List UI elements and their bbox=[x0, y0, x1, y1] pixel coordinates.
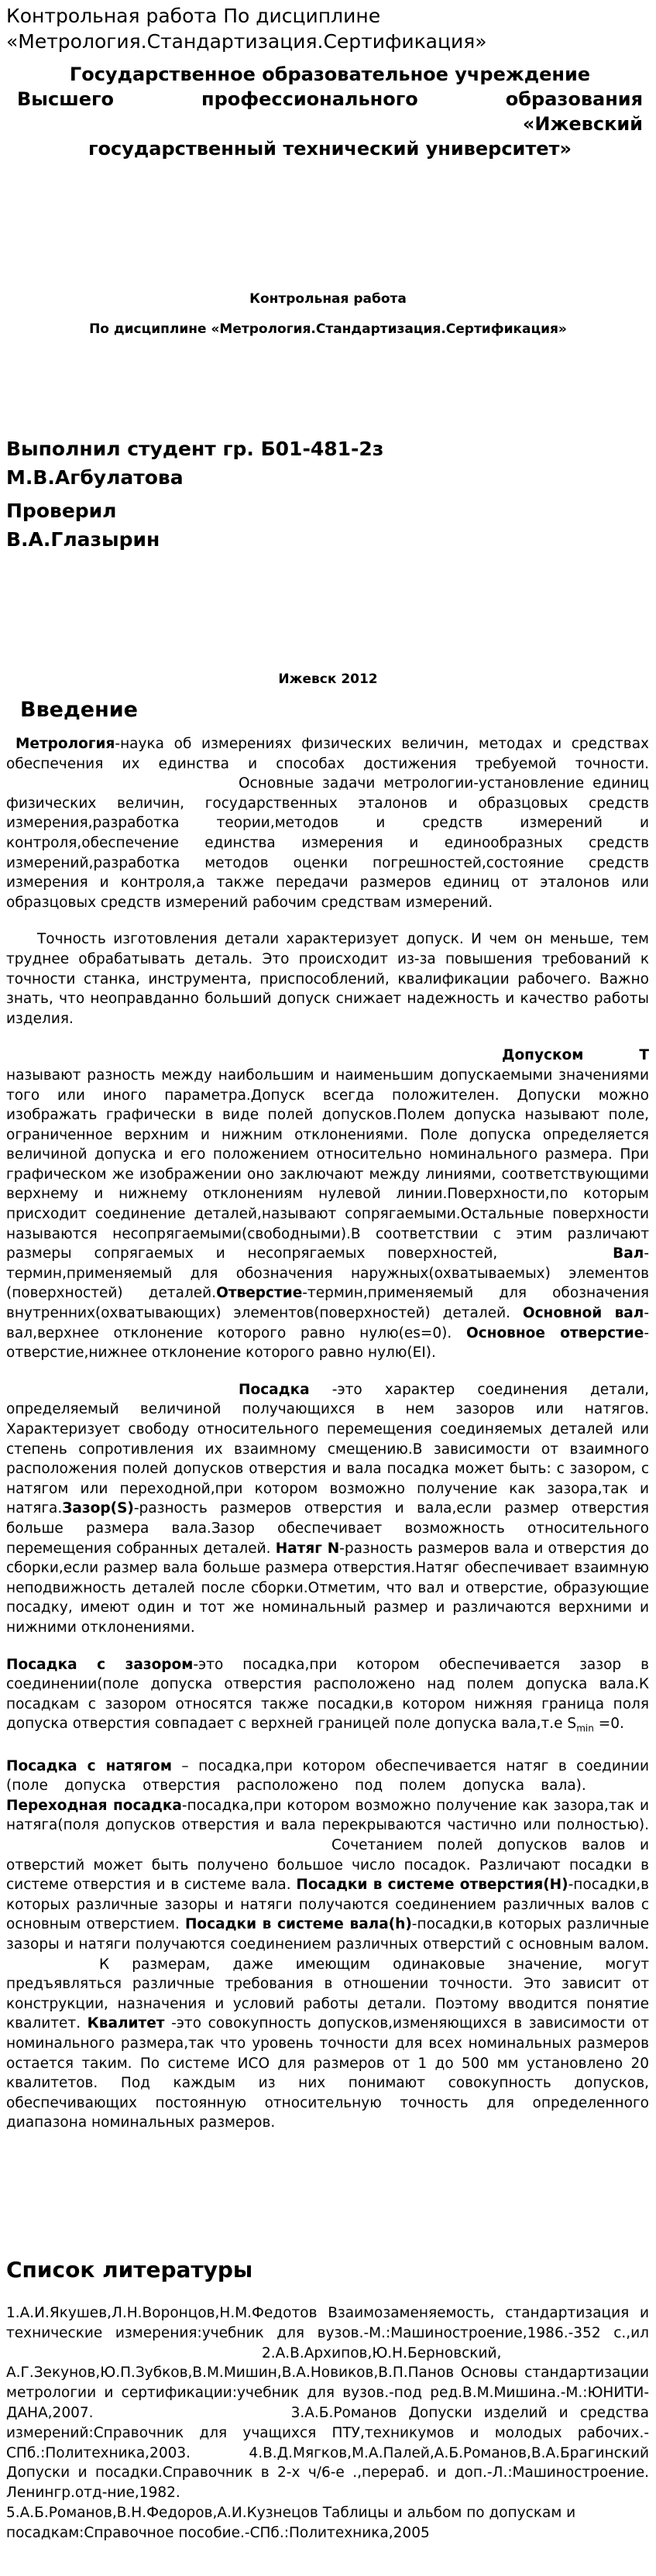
institution-line-3: «Ижевский bbox=[522, 113, 643, 135]
work-title: Контрольная работа bbox=[249, 291, 407, 307]
literature-item-5: 5.А.Б.Романов,В.Н.Федоров,А.И.Кузнецов Таблицы и альбом по допускам и посадкам:Справочное пособие.-СПб.:Политехника,2005 bbox=[6, 2504, 576, 2541]
term-shaft-system: Посадки в системе вала(h) bbox=[184, 1916, 412, 1933]
document-title-line-1: Контрольная работа По дисциплине bbox=[6, 5, 381, 27]
basic-shaft-text: -вал,верхнее отклонение которого равно нулю(es=0). bbox=[6, 1305, 650, 1341]
document-title bbox=[6, 3, 487, 54]
literature-items bbox=[6, 2303, 649, 2503]
intro-body bbox=[6, 734, 649, 2133]
interference-text: -разность размеров вала и отверстия до сборки,если размер вала больше размера отверстия.Натяг обеспечивает взаимную неподвижность деталей после сборки.Отметим, что вал и отверстие, образующие посадку, имеют один и тот же номинальный размер и различаются верхними и нижними отклонениями. bbox=[6, 1540, 649, 1636]
term-clearance: Зазор(S) bbox=[62, 1500, 134, 1517]
institution-line-2 bbox=[17, 87, 643, 112]
basic-hole-text: -отверстие,нижнее отклонение которого равно нулю(EI). bbox=[6, 1324, 650, 1362]
fit-combination-text: Сочетанием полей допусков валов и отверстий может быть получено большое число посадок. Различают посадки в системе отверстия и в системе вала. bbox=[6, 1836, 649, 1894]
metrology-definition: -наука об измерениях физических величин, методах и средствах обеспечения их единства и способах достижения требуемой точности. bbox=[6, 736, 649, 772]
term-metrology: Метрология bbox=[15, 736, 115, 752]
shaft-text: -термин,применяемый для обозначения наружных(охватываемых) элементов (поверхностей) деталей. bbox=[6, 1245, 649, 1302]
paragraph-tolerance bbox=[6, 1046, 649, 1363]
institution-line-2a: Высшего bbox=[17, 88, 115, 110]
literature-list bbox=[6, 2303, 649, 2543]
term-hole-system: Посадки в системе отверстия(H) bbox=[296, 1877, 568, 1894]
clearance-fit-end: =0. bbox=[593, 1716, 624, 1733]
term-basic-hole: Основное отверстие bbox=[465, 1324, 644, 1341]
hole-text: -термин,применяемый для обозначения внутренних(охватывающих) элементов(поверхностей) деталей. bbox=[6, 1285, 649, 1322]
author-name: М.В.Агбулатова bbox=[6, 466, 184, 489]
term-clearance-fit: Посадка с зазором bbox=[6, 1656, 194, 1673]
term-grade: Квалитет bbox=[87, 2015, 165, 2032]
institution-line-1: Государственное образовательное учреждение bbox=[69, 64, 591, 85]
interference-fit-text: – посадка,при котором обеспечивается натяг в соединии (поле допуска отверстия расположено под полем допуска вала). bbox=[6, 1757, 650, 1795]
checked-label: Проверил bbox=[6, 500, 117, 522]
author-line: Выполнил студент гр. Б01-481-2з bbox=[6, 438, 384, 460]
term-fit: Посадка bbox=[239, 1381, 310, 1398]
literature-heading: Список литературы bbox=[6, 2257, 253, 2282]
term-tolerance: Допуском T bbox=[502, 1047, 649, 1064]
shaft-system-text: -посадки,в которых различные зазоры и натяги получаются соединением различных отверстий с основным валом. bbox=[6, 1916, 649, 1953]
clearance-fit-text: -это посадка,при котором обеспечивается зазор в соединении(поле допуска отверстия расположено над полем допуска вала.К посадкам с зазором относятся также посадки,в котором нижняя граница поля допуска отверстия совпадает с верхней границей поле допуска вала,т.е S bbox=[6, 1656, 649, 1733]
institution-line-4: государственный технический университет» bbox=[88, 138, 572, 160]
paragraph-metrology bbox=[6, 734, 649, 912]
literature-item-2: 2.А.В.Архипов,Ю.Н.Берновский, А.Г.Зекунов,Ю.П.Зубков,В.М.Мишин,В.А.Новиков,В.П.Панов Основы стандартизации метрологии и сертификации:учебник для вузов.-под ред.В.М.Мишина.-М.:ЮНИТИ-ДАНА,2007. bbox=[6, 2344, 649, 2421]
document-title-line-2: «Метрология.Стандартизация.Сертификация» bbox=[6, 30, 487, 53]
term-hole: Отверстие bbox=[216, 1285, 303, 1302]
term-interference-fit: Посадка с натягом bbox=[6, 1757, 172, 1774]
tolerance-text: называют разность между наибольшим и наименьшим допускаемыми значениями того или иного параметра.Допуск всегда положителен. Допуски можно изображать графически в виде полей допусков.Полем допуска называют поле, ограниченное верхним и нижним отклонениями. Поле допуска определяется величиной допуска и его положением относительно номинального размера. При графическом же изображении оно заключают между линиями, соответствующими верхнему и нижнему отклонениям нулевой линии.Поверхности,по которым присходит соединение деталей,называют сопрягаемыми.Остальные поверхности называются несопрягаемыми(свободными).В соответствии с этим различают размеры сопрягаемых и несопрягаемых поверхностей, bbox=[6, 1066, 649, 1262]
fit-text: -это характер соединения детали, определяемый величиной получающихся в нем зазоров или натягов. Характеризует свободу относительного перемещения соединяемых деталей или степень сопротивления их взаимному смещению.В зависимости от взаимного расположения полей допусков отверстия и вала посадка может быть: с зазором, с натягом или переходной,при котором возможно получение как зазора,так и натяга. bbox=[6, 1381, 649, 1517]
clearance-fit-subscript: min bbox=[576, 1723, 594, 1734]
checker-name: В.А.Глазырин bbox=[6, 528, 160, 551]
transition-fit-text: -посадка,при котором возможно получение как зазора,так и натяга(поля допусков отверстия и вала перекрываются частично или полностью). bbox=[6, 1797, 649, 1834]
paragraph-precision bbox=[6, 929, 649, 1029]
literature-item-1: 1.А.И.Якушев,Л.Н.Воронцов,Н.М.Федотов Взаимозаменяемость, стандартизация и технические измерения:учебник для вузов.-М.:Машиностроение,1986.-352 с.,ил bbox=[6, 2305, 649, 2341]
term-transition-fit: Переходная посадка bbox=[6, 1797, 182, 1814]
literature-item-5-line bbox=[6, 2503, 649, 2543]
term-basic-shaft: Основной вал bbox=[522, 1305, 644, 1322]
paragraph-interference-fit bbox=[6, 1757, 649, 2133]
metrology-tasks: Основные задачи метрологии-установление единиц физических величин, государственных эталонов и образцовых средств измерения,разработка теории,методов и средств измерений и контроля,обеспечение единства измерения и единообразных средств измерений,разработка методов оценки погрешностей,состояние средств измерения и контроля,а также передачи размеров единиц от эталонов или образцовых средств измерений рабочим средствам измерений. bbox=[6, 775, 649, 911]
precision-text: Точность изготовления детали характеризует допуск. И чем он меньше, тем труднее обрабатывать деталь. Это происходит из-за повышения требований к точности станка, инструмента, приспособлений, квалификации рабочего. Важно знать, что неоправданно больший допуск снижает надежность и качество работы изделия. bbox=[6, 931, 649, 1027]
clearance-text: -разность размеров отверстия и вала,если размер отверстия больше размера вала.Зазор обеспечивает возможность относительного перемещения собранных деталей. bbox=[6, 1500, 649, 1557]
grade-text: -это совокупность допусков,изменяющихся в зависимости от номинального размера,так что уровень точности для всех номинальных размеров остается таким. По системе ИСО для размеров от 1 до 500 мм установлено 20 квалитетов. Под каждым из них понимают совокупность допусков, обеспечивающих постоянную относительную точность для определенного диапазона номинальных размеров. bbox=[6, 2015, 649, 2131]
hole-system-text: -посадки,в которых различные зазоры и натяги получаются соединением различных валов с основным отверстием. bbox=[6, 1877, 649, 1933]
city-year: Ижевск 2012 bbox=[278, 671, 378, 687]
literature-item-4: 4.В.Д.Мягков,М.А.Палей,А.Б.Романов,В.А.Брагинский Допуски и посадки.Справочник в 2-х ч/6-е .,перераб. и доп.-Л.:Машиностроение. Ленингр.отд-ние,1982. bbox=[6, 2444, 649, 2502]
work-discipline: По дисциплине «Метрология.Стандартизация.Сертификация» bbox=[89, 321, 567, 337]
intro-heading: Введение bbox=[20, 698, 138, 722]
accuracy-requirements-text: К размерам, даже имеющим одинаковые значение, могут предъявляться различные требования в отношении точности. Это зависит от конструкции, назначения и условий работы детали. Поэтому вводится понятие квалитет. bbox=[6, 1956, 649, 2032]
paragraph-clearance-fit bbox=[6, 1655, 649, 1740]
term-interference: Натяг N bbox=[275, 1540, 340, 1557]
literature-item-3: 3.А.Б.Романов Допуски изделий и средства измерений:Справочник для учащихся ПТУ,техникумов и молодых рабочих.-СПб.:Политехника,2003. bbox=[6, 2404, 649, 2461]
institution-line-2b: профессионального образования bbox=[201, 88, 644, 110]
paragraph-fit bbox=[6, 1380, 649, 1638]
term-shaft: Вал bbox=[613, 1245, 644, 1262]
